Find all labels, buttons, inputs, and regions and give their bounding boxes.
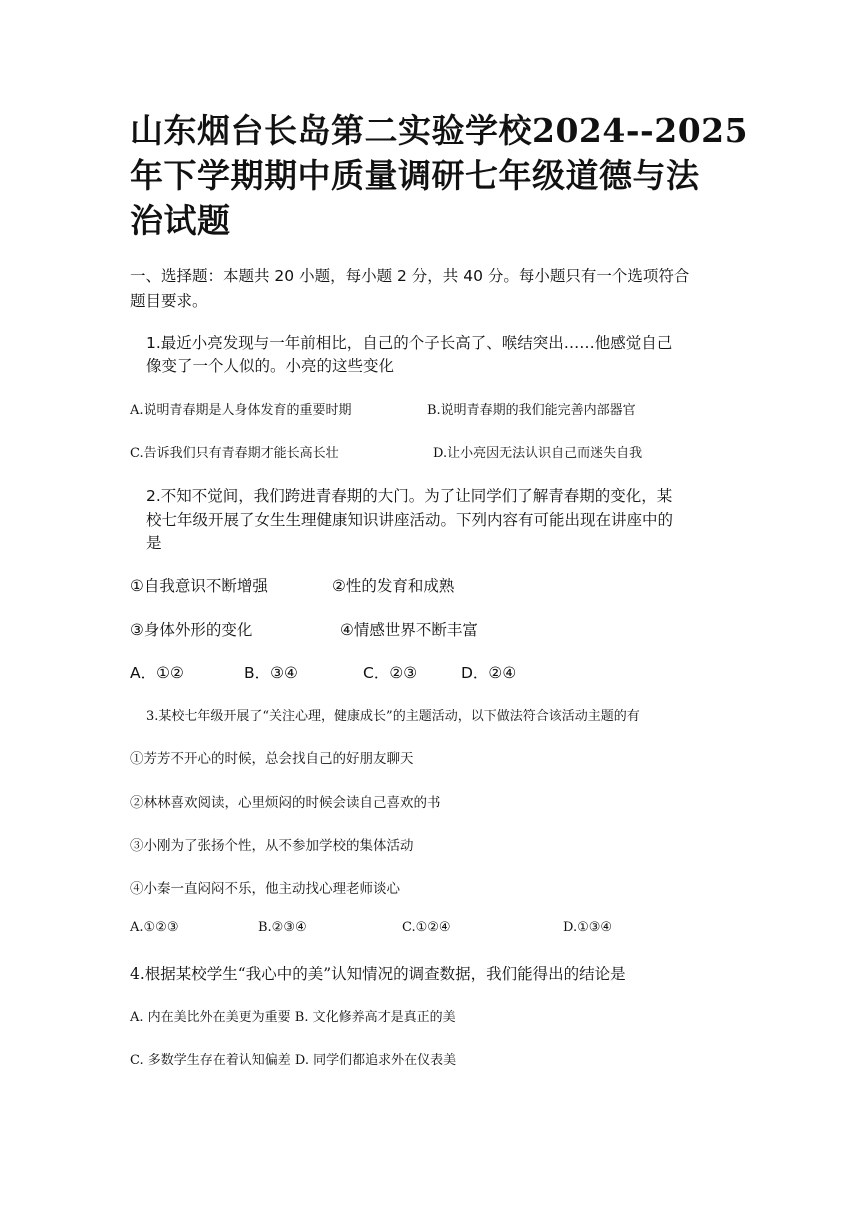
- q4-options-a-b: A. 内在美比外在美更为重要 B. 文化修养高才是真正的美: [130, 1010, 456, 1025]
- q4-options-c-d: C. 多数学生存在着认知偏差 D. 同学们都追求外在仪表美: [130, 1053, 457, 1068]
- q3-item-2: ②林林喜欢阅读，心里烦闷的时候会读自己喜欢的书: [130, 795, 441, 811]
- document-title: [130, 108, 749, 243]
- q2-item-3: ③身体外形的变化: [130, 621, 253, 639]
- q2-item-2: ②性的发育和成熟: [332, 577, 455, 595]
- q1-option-b: B.说明青春期的我们能完善内部器官: [427, 403, 636, 418]
- q3-item-1: ①芳芳不开心的时候，总会找自己的好朋友聊天: [130, 751, 414, 767]
- q1-option-a: A.说明青春期是人身体发育的重要时期: [130, 403, 352, 418]
- section-heading-line-1: 一、选择题：本题共 20 小题，每小题 2 分，共 40 分。每小题只有一个选项符合: [130, 267, 690, 285]
- q2-item-1: ①自我意识不断增强: [130, 577, 268, 595]
- q3-option-a: A.①②③: [130, 920, 179, 935]
- q1-stem-line-2: 像变了一个人似的。小亮的这些变化: [146, 357, 395, 375]
- q2-item-4: ④情感世界不断丰富: [340, 621, 478, 639]
- q3-option-d: D.①③④: [563, 920, 613, 935]
- title-line-3: 治试题: [130, 201, 231, 240]
- q4-stem: 4.根据某校学生“我心中的美”认知情况的调查数据，我们能得出的结论是: [130, 965, 626, 983]
- q2-stem-line-3: 是: [146, 534, 162, 552]
- q2-option-b: B．③④: [244, 664, 298, 682]
- q3-option-b: B.②③④: [258, 920, 307, 935]
- q2-stem-line-1: 2.不知不觉间，我们跨进青春期的大门。为了让同学们了解青春期的变化，某: [146, 487, 673, 505]
- title-line-2: 年下学期期中质量调研七年级道德与法: [130, 156, 700, 195]
- title-line-1: 山东烟台长岛第二实验学校2024--2025: [130, 111, 749, 150]
- q3-item-3: ③小刚为了张扬个性，从不参加学校的集体活动: [130, 838, 414, 854]
- q3-stem: 3.某校七年级开展了“关注心理，健康成长”的主题活动，以下做法符合该活动主题的有: [146, 709, 640, 724]
- q1-stem-line-1: 1.最近小亮发现与一年前相比，自己的个子长高了、喉结突出……他感觉自己: [146, 334, 673, 352]
- q1-option-d: D.让小亮因无法认识自己而迷失自我: [433, 446, 643, 461]
- q1-option-c: C.告诉我们只有青春期才能长高长壮: [130, 446, 339, 461]
- q3-item-4: ④小秦一直闷闷不乐，他主动找心理老师谈心: [130, 881, 400, 897]
- q2-option-d: D．②④: [461, 664, 517, 682]
- section-heading-line-2: 题目要求。: [130, 292, 208, 310]
- q3-option-c: C.①②④: [402, 920, 451, 935]
- q2-option-c: C．②③: [363, 664, 418, 682]
- q2-option-a: A．①②: [130, 664, 184, 682]
- q2-stem-line-2: 校七年级开展了女生生理健康知识讲座活动。下列内容有可能出现在讲座中的: [146, 511, 674, 529]
